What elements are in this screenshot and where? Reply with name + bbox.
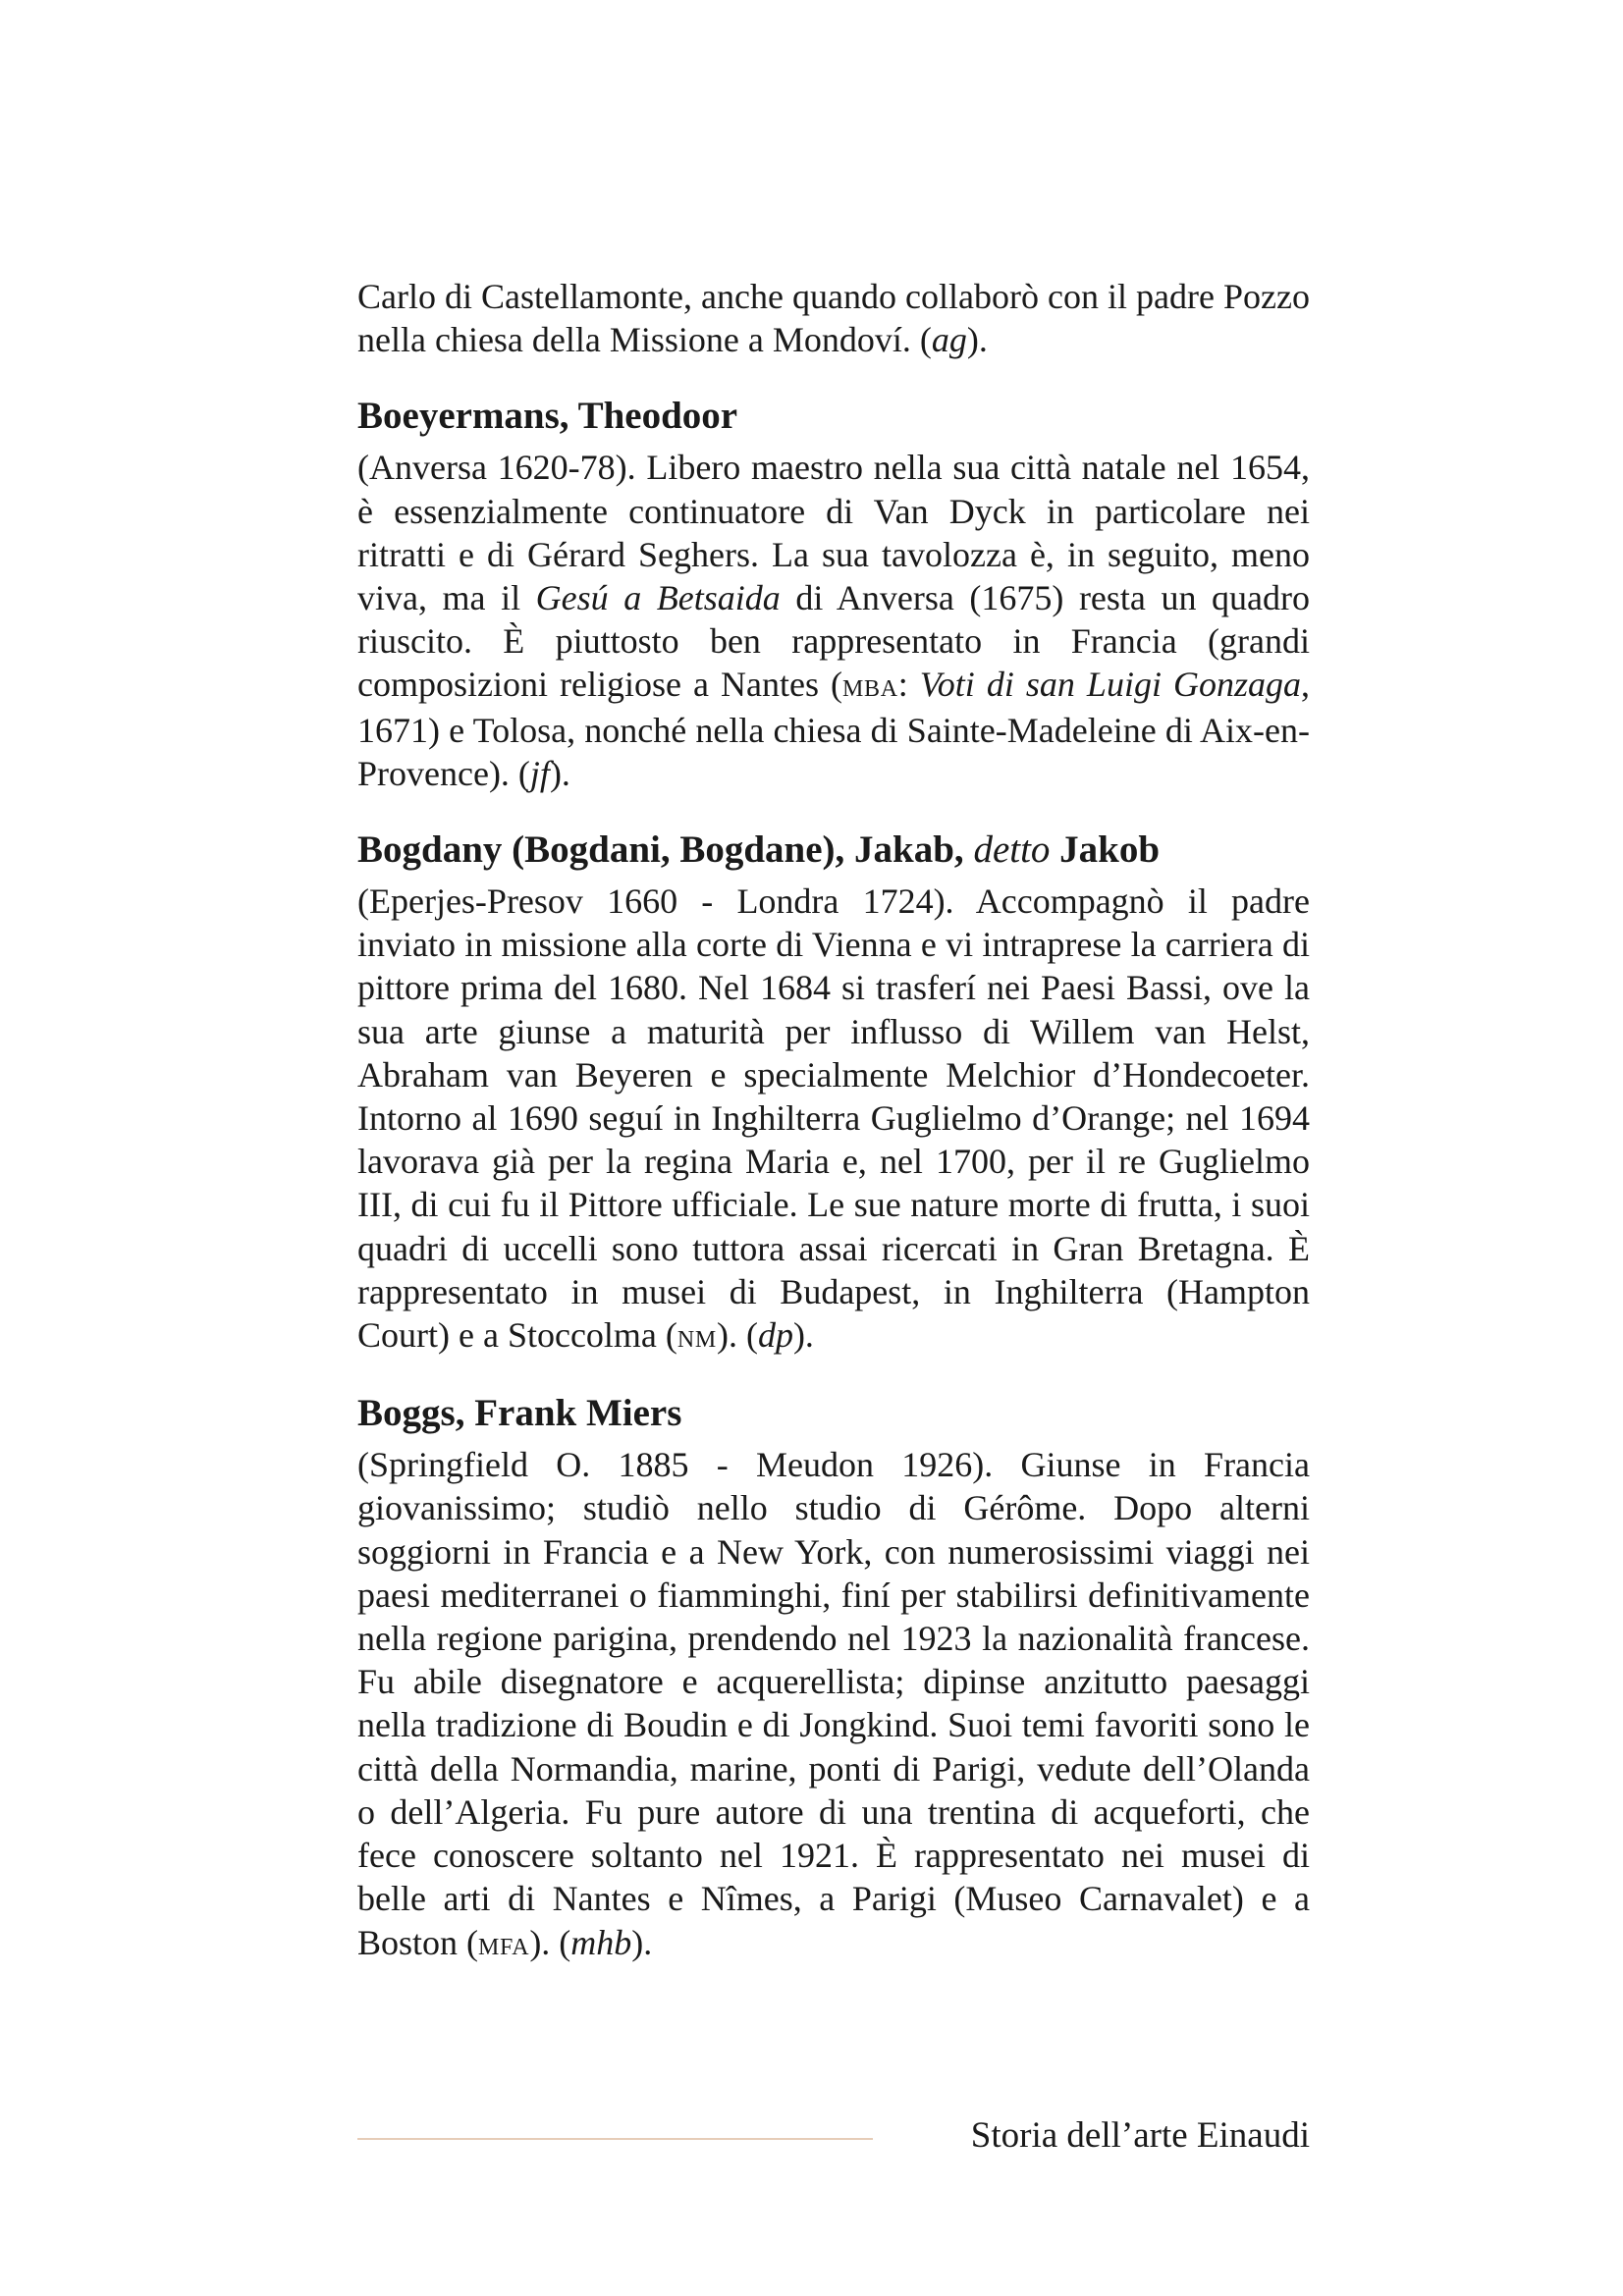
entry-text: ). <box>549 753 570 793</box>
entry-boggs <box>357 1390 1310 1965</box>
footer-rule <box>357 2138 873 2140</box>
entry-text: (Springfield O. 1885 - Meudon 1926). Giunse in Francia giovanissimo; studiò nello studio di Gérôme. Dopo alterni soggiorni in Francia e a New York, con numerosissimi viaggi nei paesi mediterranei o fiamminghi, finí per stabilirsi definitivamente nella regione parigina, prendendo nel 1923 la nazionalità francese. Fu abile disegnatore e acquerellista; dipinse anzitutto paesaggi nella tradizione di Boudin e di Jongkind. Suoi temi favoriti sono le città della Normandia, marine, ponti di Parigi, vedute dell’Olanda o dell’Algeria. Fu pure autore di una trentina di acqueforti, che fece conoscere soltanto nel 1921. È rappresentato nei musei di belle arti di Nantes e Nîmes, a Parigi (Museo Carnavalet) e a Boston ( <box>357 1445 1310 1962</box>
author-initials: mhb <box>570 1922 632 1962</box>
entry-text: , 1671) e Tolosa, nonché nella chiesa di Sainte-Madeleine di Aix-en-Provence). ( <box>357 665 1310 793</box>
entry-bogdany <box>357 827 1310 1359</box>
entry-text: (Eperjes-Presov 1660 - Londra 1724). Accompagnò il padre inviato in missione alla corte di Vienna e vi intraprese la carriera di pittore prima del 1680. Nel 1684 si trasferí nei Paesi Bassi, ove la sua arte giunse a maturità per influsso di Willem van Helst, Abraham van Beyeren e specialmente Melchior d’Hondecoeter. Intorno al 1690 seguí in Inghilterra Guglielmo d’Orange; nel 1694 lavorava già per la regina Maria e, nel 1700, per il re Guglielmo III, di cui fu il Pittore ufficiale. Le sue nature morte di frutta, i suoi quadri di uccelli sono tuttora assai ricercati in Gran Bretagna. È rappresentato in musei di Budapest, in Inghilterra (Hampton Court) e a Stoccolma ( <box>357 881 1310 1356</box>
entry-boeyermans <box>357 393 1310 795</box>
entry-text: ). ( <box>529 1922 571 1962</box>
entry-title-alias: Jakob <box>1050 828 1161 872</box>
entry-text: (Anversa 1620-78). Libero maestro nella sua città natale nel 1654, è essenzialmente continuatore di Van Dyck in particolare nei ritratti e di Gérard Seghers. La sua tavolozza è, in seguito, meno viva, ma il <box>357 448 1310 618</box>
intro-initials-close: ). <box>966 320 988 360</box>
entry-title-detto: detto <box>973 828 1051 872</box>
intro-text: Carlo di Castellamonte, anche quando collaborò con il padre Pozzo nella chiesa della Missione a Mondoví. <box>357 277 1310 360</box>
entry-title <box>357 827 1310 874</box>
entry-body <box>357 446 1310 795</box>
museum-abbrev: mfa <box>478 1925 530 1962</box>
intro-paragraph <box>357 275 1310 361</box>
entry-text: : <box>897 665 920 705</box>
entry-title: Boggs, Frank Miers <box>357 1392 682 1435</box>
page-footer <box>357 2112 1310 2162</box>
entry-text: ). <box>792 1315 814 1356</box>
museum-abbrev: nm <box>676 1318 717 1356</box>
author-initials: jf <box>529 753 550 793</box>
entry-title-name: Bogdany (Bogdani, Bogdane), Jakab, <box>357 828 974 872</box>
intro-author-initials: ag <box>931 320 967 360</box>
page-content <box>357 275 1310 1966</box>
entry-title: Boeyermans, Theodoor <box>357 395 738 438</box>
entry-text: ). ( <box>716 1315 758 1356</box>
entry-text: ). <box>631 1922 653 1962</box>
artwork-title: Gesú a Betsaida <box>535 578 781 618</box>
intro-initials-open: ( <box>919 320 932 360</box>
museum-abbrev: mba <box>842 667 898 705</box>
entry-body <box>357 1443 1310 1965</box>
entry-text: di Anversa (1675) resta un quadro riuscito. È piuttosto ben rappresentato in Francia (grandi composizioni religiose a Nantes ( <box>357 578 1310 705</box>
artwork-title: Voti di san Luigi Gonzaga <box>919 665 1301 705</box>
entry-body <box>357 880 1310 1359</box>
author-initials: dp <box>757 1315 793 1356</box>
footer-publisher: Storia dell’arte Einaudi <box>970 2115 1310 2156</box>
